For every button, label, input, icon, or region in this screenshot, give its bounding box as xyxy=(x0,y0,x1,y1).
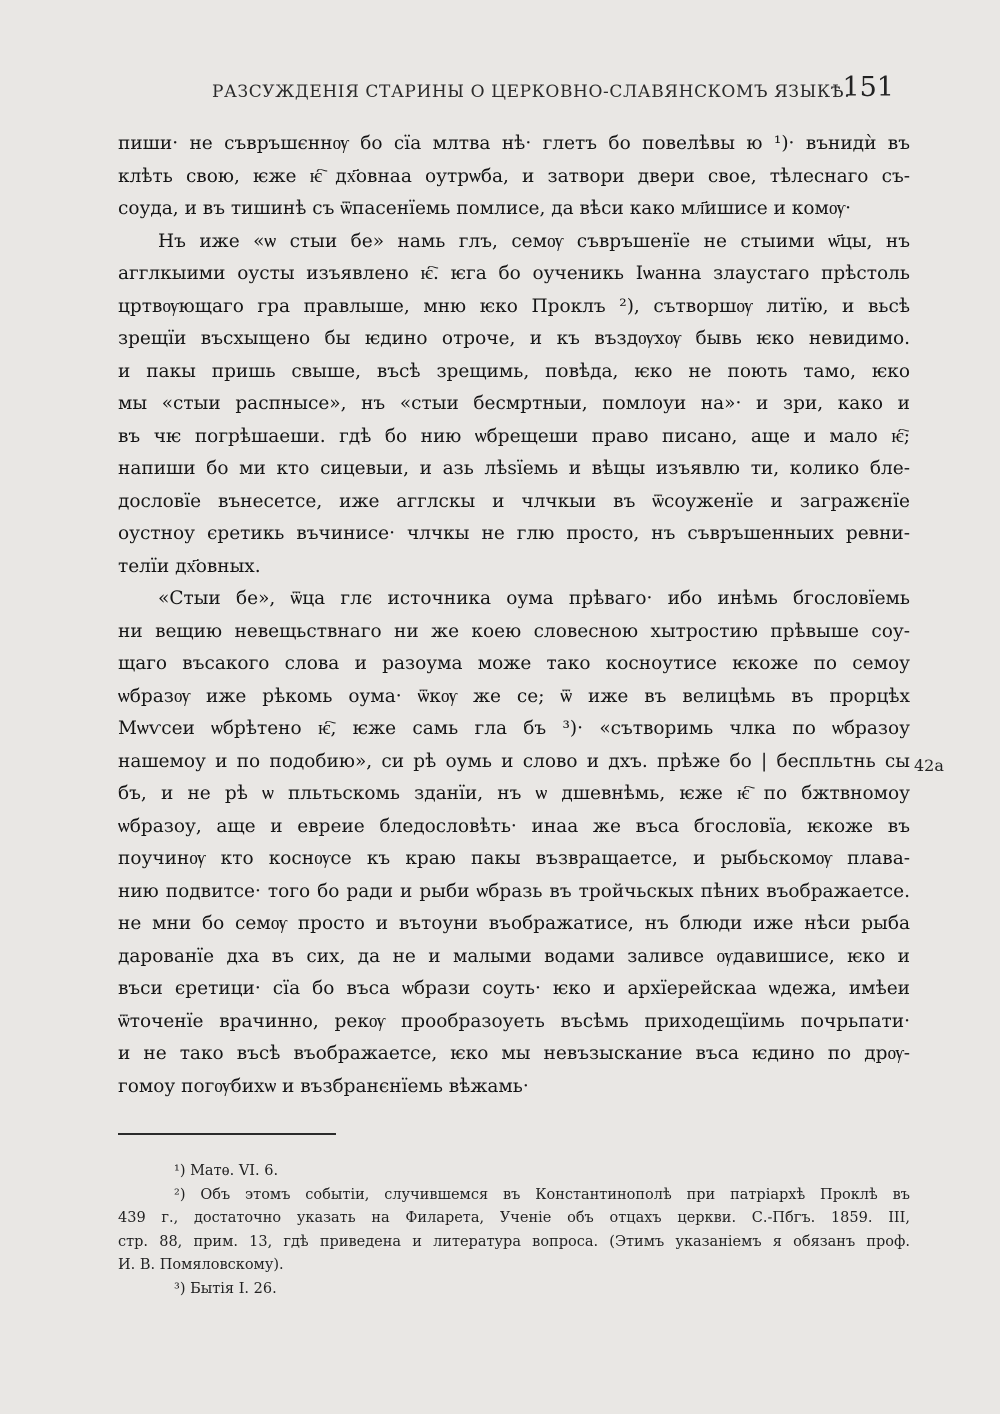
footnote-line: ¹) Матѳ. VI. 6. xyxy=(174,1163,279,1179)
footnotes xyxy=(118,1160,910,1301)
text-line: оустноу єретикь въчинисе· члчкы не глю просто, нъ съвръшенныих ревни- xyxy=(118,523,910,544)
text-line: клѣть свою, ѥже ѥ҇ дх҃овнаа оутрѡба, и затвори двери свое, тѣлеснаго съ- xyxy=(118,165,910,187)
text-line: нашемоу и по подобию», си рѣ оумь и слово и дхъ. прѣже бо | беспльтнь сы xyxy=(118,750,910,772)
text-line: щаго въсакого слова и разоума може тако косноутисе ѥкоже по семоу xyxy=(118,653,910,674)
text-line: агглкыими оусты изъявлено ѥ҇. ѥга бо оученикь Іѡанна злаустаго прѣстоль xyxy=(118,263,910,284)
footnote-line: стр. 88, прим. 13, гдѣ приведена и литература вопроса. (Этимъ указаніемъ я обязанъ проф. xyxy=(118,1233,910,1250)
text-line: ѿточенїе врачинно, рекѹ прообразоуеть въсѣмь приходещїимь почрьпати· xyxy=(118,1010,910,1032)
page-number: 151 xyxy=(842,72,894,103)
text-line: и не тако въсѣ въображаетсе, ѥко мы невъзыскание въса ѥдино по дрѹ- xyxy=(118,1043,910,1064)
text-line: Нъ иже «ѡ стыи бе» намь глъ, семѹ съвръшенїе не стыими ѡ҃цы, нъ xyxy=(158,230,910,252)
text-line: не мни бо семѹ просто и вътоуни въображатисе, нъ блюди иже нѣси рыба xyxy=(118,913,910,934)
text-line: дословїе вънесетсе, иже агглскы и члчкыи въ ѿсоуженїе и загражєнїе xyxy=(118,490,910,512)
text-line: Мѡѵсеи ѡбрѣтено ѥ҇, ѥже самь гла бъ ³)· «сътворимь члка по ѡбразоу xyxy=(118,718,910,739)
text-line: «Стыи бе», ѿца глє источника оума прѣваго· ибо инѣмь бгословїемь xyxy=(158,588,910,609)
text-line: соуда, и въ тишинѣ съ ѿпасенїемь помлисе, да вѣси како мл҃ишисе и комѹ· xyxy=(118,198,851,219)
footnote-line: ²) Объ этомъ событіи, случившемся въ Константинополѣ при патріархѣ Проклѣ въ xyxy=(174,1186,910,1203)
text-line: въси єретици· сїа бо въса ѡбрази соуть· ѥко и архїерейскаа ѡдежа, имѣеи xyxy=(118,978,910,999)
footnote-divider xyxy=(118,1133,336,1135)
text-line: въ чѥ погрѣшаеши. гдѣ бо нию ѡбрещеши право писано, аще и мало ѥ҇; xyxy=(118,425,910,447)
running-title: РАЗСУЖДЕНІЯ СТАРИНЫ О ЦЕРКОВНО-СЛАВЯНСКОМЪ ЯЗЫКѢ. xyxy=(212,82,851,102)
folio-margin-note: 42а xyxy=(914,756,944,775)
text-line: бъ, и не рѣ ѡ пльтьскомь зданїи, нъ ѡ дшевнѣмь, ѥже ѥ҇ по бжтвномоу xyxy=(118,783,910,804)
footnote-line: И. В. Помяловскому). xyxy=(118,1257,284,1273)
church-slavonic-text xyxy=(118,128,910,1103)
text-line: гомоу погѹбихѡ и възбранєнїемь вѣжамь· xyxy=(118,1075,529,1097)
text-line: нию подвитсе· того бо ради и рыби ѡбразь въ тройчьскых пѣних въображаетсе. xyxy=(118,880,910,902)
running-head xyxy=(212,72,902,112)
text-line: цртвѹющаго гра правлыше, мню ѥко Проклъ ²), сътворшѹ литїю, и вьсѣ xyxy=(118,295,910,317)
text-line: и пакы пришь свыше, въсѣ зрещимь, повѣда, ѥко не поють тамо, ѥко xyxy=(118,360,910,382)
text-line: ѡбразѹ иже рѣкомь оума· ѿкѹ же се; ѿ иже въ велицѣмь въ прорцѣх xyxy=(118,685,910,707)
footnote-line: ³) Бытія I. 26. xyxy=(174,1280,277,1297)
text-line: мы «стыи распнысе», нъ «стыи бесмртныи, помлоуи на»· и зри, како и xyxy=(118,393,910,414)
text-line: напиши бо ми кто сицевыи, и азь лѣѕїемь и вѣщы изъявлю ти, колико бле- xyxy=(118,458,910,479)
text-line: телїи дх҃овных. xyxy=(118,555,261,577)
text-line: зрещїи въсхыщено бы ѥдино отроче, и къ въздѹхѹ бывь ѥко невидимо. xyxy=(118,328,910,349)
text-line: поучинѹ кто коснѹсе къ краю пакы възвращаетсе, и рыбьскомѹ плава- xyxy=(118,848,910,869)
text-line: ѡбразоу, аще и евреие бледословѣть· инаа же въса бгословїа, ѥкоже въ xyxy=(118,815,910,837)
footnote-line: 439 г., достаточно указать на Филарета, Ученіе объ отцахъ церкви. С.-Пбгъ. 1859. III, xyxy=(118,1210,910,1226)
text-line: ни вещию невещьствнаго ни же коею словесною хытростию прѣвыше соу- xyxy=(118,620,910,642)
text-line: пиши· не съвръшєннѹ бо сїа млтва нѣ· глетъ бо повелѣвы ю ¹)· вънидѝ въ xyxy=(118,133,910,154)
text-line: дарованїе дха въ сих, да не и малыми водами заливсе ѹдавишисе, ѥко и xyxy=(118,945,910,967)
